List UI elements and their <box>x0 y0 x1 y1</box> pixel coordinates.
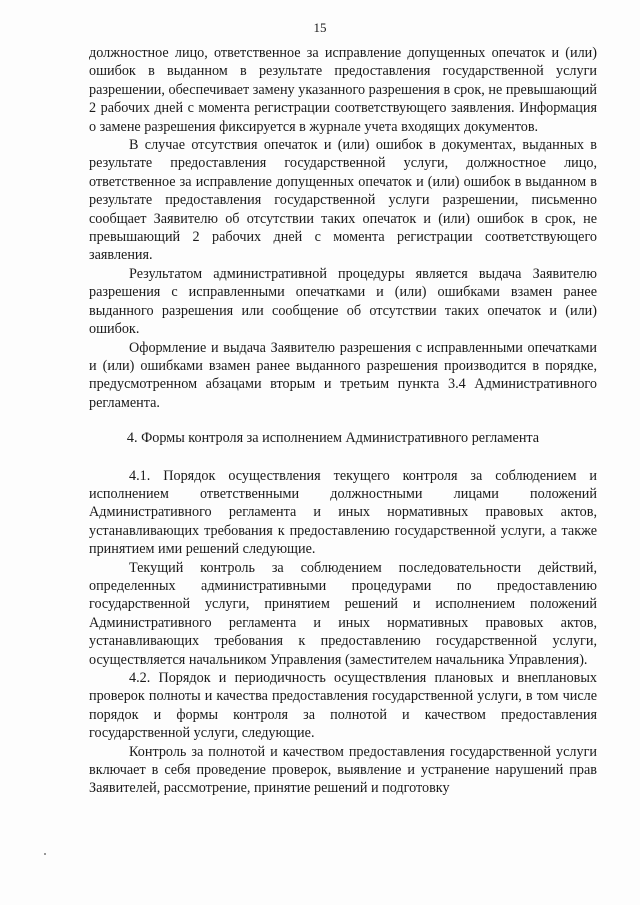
paragraph-4-2: 4.2. Порядок и периодичность осуществления плановых и внеплановых проверок полноты и качества предоставления государственной услуги, в том числе порядок и формы контроля за полнотой и качеством предоставления государственной услуги, следующие. <box>89 670 597 742</box>
paragraph-no-errors: В случае отсутствия опечаток и (или) ошибок в документах, выданных в результате предоставления государственной услуги, должностное лицо, ответственное за исправление допущенных опечаток и (или) ошибок в выданном в результате предоставления государственной услуги разрешении, письменно сообщает Заявителю об отсутствии таких опечаток и (или) ошибок в срок, не превышающий 2 рабочих дней с момента регистрации соответствующего заявления. <box>89 137 597 264</box>
paragraph-4-1: 4.1. Порядок осуществления текущего контроля за соблюдением и исполнением ответственными должностными лицами положений Административного регламента и иных нормативных правовых актов, устанавливающих требования к предоставлению государственной услуги, а также принятием ими решений следующие. <box>89 467 597 558</box>
page-number: 15 <box>313 20 327 35</box>
paragraph-current-control: Текущий контроль за соблюдением последовательности действий, определенных административными процедурами по предоставлению государственной услуги, принятием решений и исполнением положений Административного регламента и иных нормативных правовых актов, устанавливающих требования к предоставлению государственной услуги, осуществляется начальником Управления (заместителем начальника Управления). <box>89 559 597 668</box>
paragraph-quality-control: Контроль за полнотой и качеством предоставления государственной услуги включает в себя проведение проверок, выявление и устранение нарушений прав Заявителей, рассмотрение, принятие решений и подготовку <box>89 743 597 797</box>
paragraph-procedure-result: Результатом административной процедуры является выдача Заявителю разрешения с исправленными опечатками и (или) ошибками взамен ранее выданного разрешения или сообщение об отсутствии таких опечаток и (или) ошибок. <box>89 265 597 338</box>
paragraph-issuance: Оформление и выдача Заявителю разрешения с исправленными опечатками и (или) ошибками взамен ранее выданного разрешения производится в порядке, предусмотренном абзацами вторым и третьим пункта 3.4 Административного регламента. <box>89 339 597 411</box>
section-heading: 4. Формы контроля за исполнением Административного регламента <box>126 430 540 447</box>
scan-speck <box>44 853 46 855</box>
paragraph-continuation: должностное лицо, ответственное за исправление допущенных опечаток и (или) ошибок в выданном в результате предоставления государственной услуги разрешении, обеспечивает замену указанного разрешения в срок, не превышающий 2 рабочих дней с момента регистрации соответствующего заявления. Информация о замене разрешения фиксируется в журнале учета входящих документов. <box>89 45 597 135</box>
document-body <box>89 44 597 798</box>
